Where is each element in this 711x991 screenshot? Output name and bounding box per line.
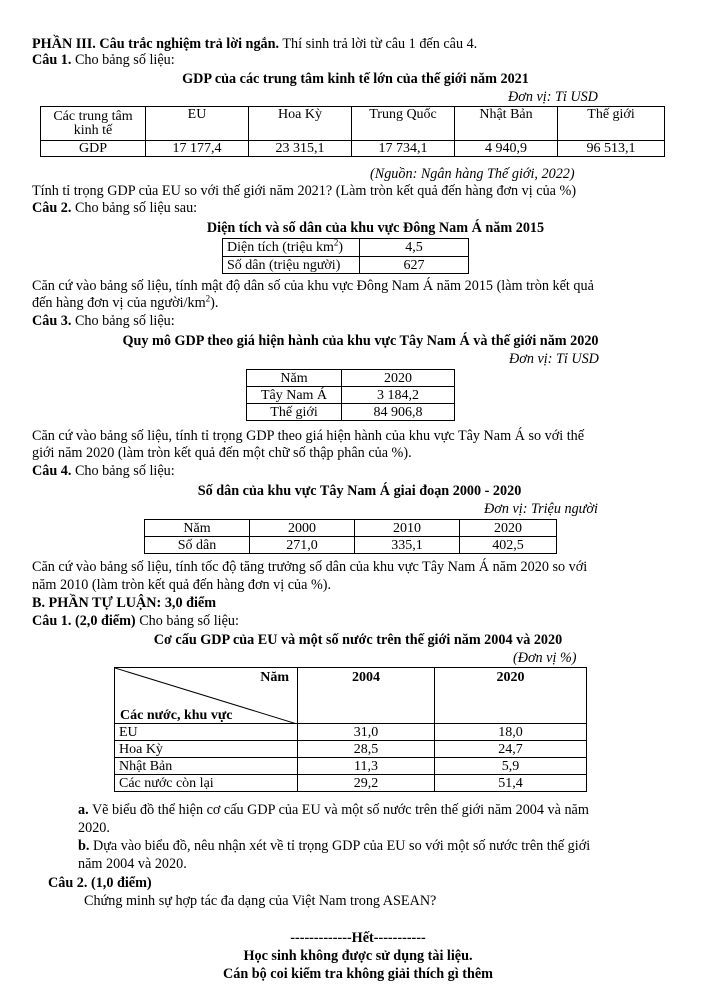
partB-q2-text: Chứng minh sự hợp tác đa dạng của Việt Nam trong ASEAN?	[84, 893, 437, 909]
q4-table	[144, 519, 557, 554]
partB-table-title: Cơ cấu GDP của EU và một số nước trên thế giới năm 2004 và 2020	[153, 632, 563, 648]
partB-country: Nhật Bản	[115, 758, 298, 775]
q3-data-row	[247, 404, 455, 421]
q3-unit: Đơn vị: Tỉ USD	[509, 351, 599, 367]
partB-data-row	[115, 758, 587, 775]
q2-row-value: 4,5	[360, 239, 469, 257]
q3-lead: Cho bảng số liệu:	[74, 313, 175, 329]
q4-header-cell: 2020	[460, 520, 557, 537]
partB-b-line2: năm 2004 và 2020.	[78, 856, 187, 872]
q3-table-title: Quy mô GDP theo giá hiện hành của khu vực Tây Nam Á và thế giới năm 2020	[122, 333, 599, 349]
q3-lead-line	[32, 313, 175, 329]
q1-data-cell: GDP	[41, 141, 146, 157]
q2-row-label: Diện tích (triệu $km^2$)	[223, 239, 360, 257]
q3-data-cell: 3 184,2	[342, 387, 455, 404]
q3-header-row	[247, 370, 455, 387]
q2-label: Câu 2.	[32, 200, 72, 216]
q4-label: Câu 4.	[32, 463, 72, 479]
partB-value: 24,7	[435, 741, 587, 758]
q4-question-line2: năm 2010 (làm tròn kết quả đến hàng đơn vị của %).	[32, 577, 332, 593]
partB-corner-bottom: Các nước, khu vực	[120, 708, 233, 723]
q4-unit: Đơn vị: Triệu người	[484, 501, 598, 517]
partB-year-header: 2020	[435, 668, 587, 724]
partB-value: 31,0	[298, 724, 435, 741]
q1-lead: Cho bảng số liệu:	[74, 52, 175, 68]
q1-data-cell: 17 177,4	[146, 141, 249, 157]
partB-data-row	[115, 724, 587, 741]
partB-year-header: 2004	[298, 668, 435, 724]
partB-corner-top: Năm	[260, 670, 289, 685]
partB-corner-cell	[115, 668, 298, 724]
q1-unit: Đơn vị: Tỉ USD	[508, 89, 598, 105]
partB-q1-label: Câu 1. (2,0 điểm)	[32, 613, 136, 629]
partB-value: 18,0	[435, 724, 587, 741]
partB-header-row	[115, 668, 587, 724]
q1-table-title: GDP của các trung tâm kinh tế lớn của thế giới năm 2021	[182, 71, 529, 87]
q4-data-cell: 271,0	[250, 537, 355, 554]
q4-lead: Cho bảng số liệu:	[74, 463, 175, 479]
q3-table	[246, 369, 455, 421]
q2-row	[223, 257, 469, 274]
q4-table-title: Số dân của khu vực Tây Nam Á giai đoạn 2000 - 2020	[197, 483, 522, 499]
q1-header-cell: EU	[146, 107, 249, 141]
q3-question-line1: Căn cứ vào bảng số liệu, tính tỉ trọng GDP theo giá hiện hành của khu vực Tây Nam Á so với thế	[32, 428, 585, 444]
q3-data-row	[247, 387, 455, 404]
partB-value: 29,2	[298, 775, 435, 792]
q1-question: Tính tỉ trọng GDP của EU so với thế giới năm 2021? (Làm tròn kết quả đến hàng đơn vị của %)	[32, 183, 577, 199]
q4-header-cell: 2010	[355, 520, 460, 537]
partB-b-line1	[78, 838, 590, 854]
partB-country: Hoa Kỳ	[115, 741, 298, 758]
partB-a-line2: 2020.	[78, 820, 110, 836]
q2-lead-line	[32, 200, 197, 216]
q3-data-cell: Thế giới	[247, 404, 342, 421]
q3-question-line2: giới năm 2020 (làm tròn kết quả đến một chữ số thập phân của %).	[32, 445, 412, 461]
q3-data-cell: 84 906,8	[342, 404, 455, 421]
partB-q1-lead-line	[32, 613, 239, 629]
q4-header-row	[145, 520, 557, 537]
q4-data-cell: Số dân	[145, 537, 250, 554]
q1-data-cell: 23 315,1	[249, 141, 352, 157]
q1-data-cell: 17 734,1	[352, 141, 455, 157]
q1-lead-line	[32, 52, 175, 68]
q2-row-value: 627	[360, 257, 469, 274]
q1-header-cell: Thế giới	[558, 107, 665, 141]
partB-a-line1	[78, 802, 589, 818]
partB-heading: B. PHẦN TỰ LUẬN: 3,0 điểm	[32, 595, 217, 611]
q1-source: (Nguồn: Ngân hàng Thế giới, 2022)	[370, 166, 575, 182]
q1-data-cell: 4 940,9	[455, 141, 558, 157]
q2-question-line1: Căn cứ vào bảng số liệu, tính mật độ dân số của khu vực Đông Nam Á năm 2015 (làm tròn kết quả	[32, 278, 594, 294]
partB-value: 28,5	[298, 741, 435, 758]
part3-heading-line	[32, 36, 477, 52]
q4-question-line1: Căn cứ vào bảng số liệu, tính tốc độ tăng trưởng số dân của khu vực Tây Nam Á năm 2020 so với	[32, 559, 588, 575]
part3-heading: PHẦN III. Câu trắc nghiệm trả lời ngắn.	[32, 36, 280, 52]
q3-header-cell: 2020	[342, 370, 455, 387]
partB-unit: (Đơn vị %)	[513, 650, 577, 666]
q1-header-row	[41, 107, 665, 141]
part3-intro: Thí sinh trả lời từ câu 1 đến câu 4.	[282, 36, 478, 52]
q2-row	[223, 239, 469, 257]
partB-country: Các nước còn lại	[115, 775, 298, 792]
partB-b-label: b.	[78, 838, 90, 854]
q1-header-cell: Hoa Kỳ	[249, 107, 352, 141]
q1-data-cell: 96 513,1	[558, 141, 665, 157]
q1-header-cell: Nhật Bản	[455, 107, 558, 141]
partB-data-row	[115, 741, 587, 758]
partB-q1-lead: Cho bảng số liệu:	[139, 613, 239, 629]
q2-lead: Cho bảng số liệu sau:	[74, 200, 198, 216]
footer-note-2: Cán bộ coi kiểm tra không giải thích gì thêm	[223, 966, 493, 982]
partB-data-row	[115, 775, 587, 792]
q1-table	[40, 106, 665, 157]
partB-q2-label: Câu 2. (1,0 điểm)	[48, 875, 152, 891]
q4-data-cell: 402,5	[460, 537, 557, 554]
q1-header-cell: Trung Quốc	[352, 107, 455, 141]
q4-header-cell: 2000	[250, 520, 355, 537]
q1-header-cell: Các trung tâm kinh tế	[41, 107, 146, 141]
partB-b-text: Dựa vào biểu đồ, nêu nhận xét về tỉ trọng GDP của EU so với một số nước trên thế giới	[92, 838, 591, 854]
end-marker: -------------Hết-----------	[290, 930, 426, 946]
q2-row-label: Số dân (triệu người)	[223, 257, 360, 274]
q3-data-cell: Tây Nam Á	[247, 387, 342, 404]
q4-data-row	[145, 537, 557, 554]
partB-value: 5,9	[435, 758, 587, 775]
partB-country: EU	[115, 724, 298, 741]
q4-data-cell: 335,1	[355, 537, 460, 554]
q4-header-cell: Năm	[145, 520, 250, 537]
q2-question-line2: đến hàng đơn vị của người/$km^2$).	[32, 293, 219, 311]
q2-table	[222, 238, 469, 274]
q4-lead-line	[32, 463, 175, 479]
q3-label: Câu 3.	[32, 313, 72, 329]
footer-note-1: Học sinh không được sử dụng tài liệu.	[243, 948, 473, 964]
partB-a-label: a.	[78, 802, 89, 818]
q1-label: Câu 1.	[32, 52, 72, 68]
q2-table-title: Diện tích và số dân của khu vực Đông Nam Á năm 2015	[206, 220, 545, 236]
partB-value: 11,3	[298, 758, 435, 775]
q1-data-row	[41, 141, 665, 157]
partB-table	[114, 667, 587, 793]
q3-header-cell: Năm	[247, 370, 342, 387]
partB-a-text: Vẽ biểu đồ thể hiện cơ cấu GDP của EU và một số nước trên thế giới năm 2004 và năm	[91, 802, 589, 818]
partB-value: 51,4	[435, 775, 587, 792]
